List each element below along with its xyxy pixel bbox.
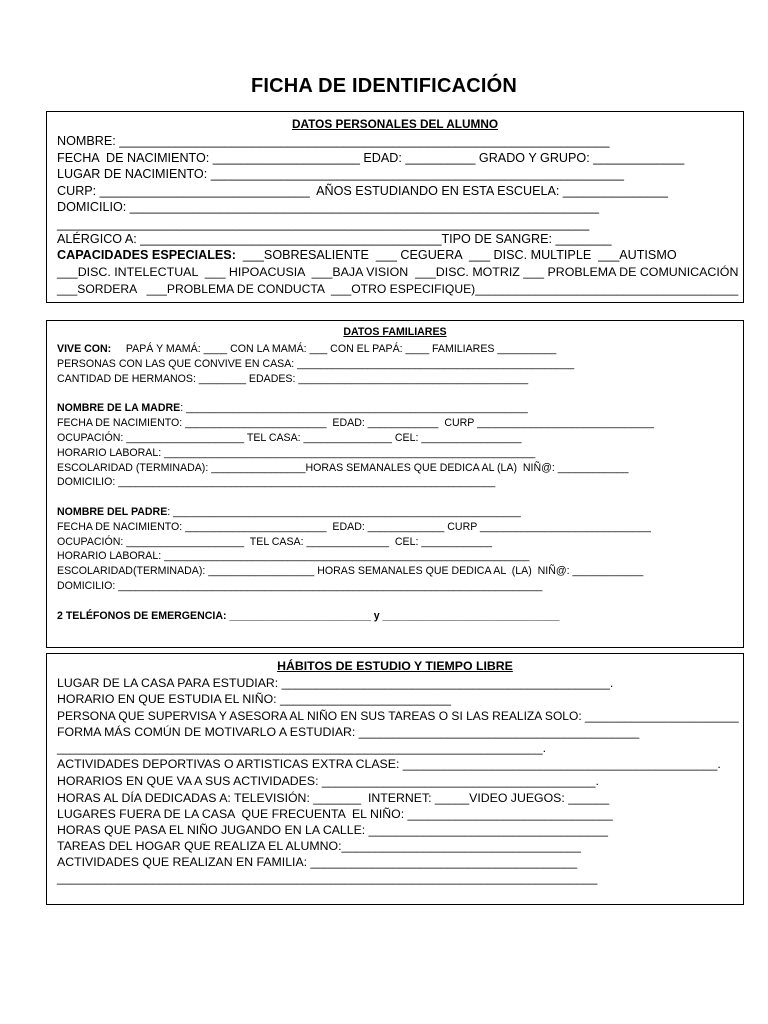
horario-estudia-field[interactable]: HORARIO EN QUE ESTUDIA EL NIÑO: _________________________	[57, 692, 451, 706]
discapacidades-row[interactable]: ___DISC. INTELECTUAL ___ HIPOACUSIA ___BAJA VISION ___DISC. MOTRIZ ___ PROBLEMA DE COMUNICACIÓN	[57, 265, 739, 279]
madre-ocupacion-field[interactable]: OCUPACIÓN: ____________________ TEL CASA: _______________ CEL: _________________	[57, 432, 522, 444]
madre-horario-field[interactable]: HORARIO LABORAL: _______________________________________________________________	[57, 447, 536, 459]
padre-domicilio-field[interactable]: DOMICILIO: ________________________________________________________________________	[57, 580, 543, 592]
padre-fecha-field[interactable]: FECHA DE NACIMIENTO: ________________________ EDAD: _____________ CURP _____________________________	[57, 521, 651, 533]
datos-familiares-heading: DATOS FAMILIARES	[343, 326, 447, 338]
horarios-actividades-field[interactable]: HORARIOS EN QUE VA A SUS ACTIVIDADES: ________________________________________.	[57, 774, 599, 788]
lugares-frecuenta-field[interactable]: LUGARES FUERA DE LA CASA QUE FRECUENTA EL NIÑO: ______________________________	[57, 807, 613, 821]
nombre-madre-field[interactable]: : __________________________________________________________	[180, 402, 528, 414]
nombre-madre-label: NOMBRE DE LA MADRE	[57, 402, 181, 414]
persona-supervisa-field[interactable]: PERSONA QUE SUPERVISA Y ASESORA AL NIÑO EN SUS TAREAS O SI LAS REALIZA SOLO: _______________________	[57, 709, 739, 723]
domicilio-field[interactable]: DOMICILIO: ___________________________________________________________________	[57, 200, 600, 214]
actividades-familia-field[interactable]: ACTIVIDADES QUE REALIZAN EN FAMILIA: _______________________________________	[57, 855, 578, 869]
personas-convive-field[interactable]: PERSONAS CON LAS QUE CONVIVE EN CASA: _______________________________________________	[57, 358, 575, 370]
alergico-field[interactable]: ALÉRGICO A: ___________________________________________TIPO DE SANGRE: ________	[57, 232, 612, 246]
padre-ocupacion-field[interactable]: OCUPACIÓN: ____________________ TEL CASA: ______________ CEL: ____________	[57, 536, 493, 548]
actividades-familia-continuation-field[interactable]: _______________________________________________________________________________	[57, 871, 598, 885]
horas-dia-field[interactable]: HORAS AL DÍA DEDICADAS A: TELEVISIÓN: _______ INTERNET: _____VIDEO JUEGOS: ______	[57, 791, 610, 805]
motivarlo-continuation-field[interactable]: _______________________________________________________________________.	[57, 741, 546, 755]
horas-calle-field[interactable]: HORAS QUE PASA EL NIÑO JUGANDO EN LA CALLE: ___________________________________	[57, 823, 608, 837]
capacidades-especiales-row[interactable]	[57, 247, 677, 263]
nombre-field[interactable]: NOMBRE: ______________________________________________________________________	[57, 134, 610, 148]
vive-con-row[interactable]	[57, 342, 556, 356]
cantidad-hermanos-field[interactable]: CANTIDAD DE HERMANOS: ________ EDADES: _______________________________________	[57, 373, 529, 385]
nombre-padre-row[interactable]	[57, 505, 521, 519]
nombre-madre-row[interactable]	[57, 401, 528, 415]
datos-personales-section	[46, 111, 744, 303]
motivarlo-field[interactable]: FORMA MÁS COMÚN DE MOTIVARLO A ESTUDIAR: _________________________________________	[57, 725, 640, 739]
nombre-padre-label: NOMBRE DEL PADRE	[57, 506, 168, 518]
domicilio-continuation-field[interactable]: ____________________________________________________________________________	[57, 217, 590, 231]
datos-familiares-section	[46, 320, 744, 648]
capacidades-especiales-label: CAPACIDADES ESPECIALES:	[57, 248, 236, 262]
lugar-nacimiento-field[interactable]: LUGAR DE NACIMIENTO: ___________________________________________________________	[57, 167, 624, 181]
vive-con-options[interactable]: PAPÁ Y MAMÁ: ____ CON LA MAMÁ: ___ CON EL PAPÁ: ____ FAMILIARES __________	[111, 343, 557, 355]
tareas-hogar-field[interactable]: TAREAS DEL HOGAR QUE REALIZA EL ALUMNO:___________________________________	[57, 839, 581, 853]
lugar-estudiar-field[interactable]: LUGAR DE LA CASA PARA ESTUDIAR: ________________________________________________.	[57, 676, 614, 690]
curp-field[interactable]: CURP: ______________________________ AÑOS ESTUDIANDO EN ESTA ESCUELA: _______________	[57, 184, 668, 198]
padre-escolaridad-field[interactable]: ESCOLARIDAD(TERMINADA): __________________ HORAS SEMANALES QUE DEDICA AL (LA) NIÑ@: ____________	[57, 565, 644, 577]
capacidades-options[interactable]: ___SOBRESALIENTE ___ CEGUERA ___ DISC. MULTIPLE ___AUTISMO	[235, 248, 677, 262]
madre-domicilio-field[interactable]: DOMICILIO: ________________________________________________________________	[57, 476, 496, 488]
madre-fecha-field[interactable]: FECHA DE NACIMIENTO: ________________________ EDAD: ____________ CURP ______________________________	[57, 417, 654, 429]
telefonos-emergencia-field[interactable]: 2 TELÉFONOS DE EMERGENCIA: ________________________ y ______________________________	[57, 610, 560, 622]
habitos-heading: HÁBITOS DE ESTUDIO Y TIEMPO LIBRE	[277, 659, 513, 673]
madre-escolaridad-field[interactable]: ESCOLARIDAD (TERMINADA): ________________HORAS SEMANALES QUE DEDICA AL (LA) NIÑ@: ____________	[57, 462, 629, 474]
datos-personales-heading: DATOS PERSONALES DEL ALUMNO	[291, 117, 499, 131]
nombre-padre-field[interactable]: : ___________________________________________________________	[167, 506, 521, 518]
padre-horario-field[interactable]: HORARIO LABORAL: ______________________________________________________________	[57, 550, 530, 562]
page-title: FICHA DE IDENTIFICACIÓN	[250, 75, 518, 97]
actividades-deportivas-field[interactable]: ACTIVIDADES DEPORTIVAS O ARTISTICAS EXTRA CLASE: ______________________________________________.	[57, 757, 721, 771]
fecha-nacimiento-field[interactable]: FECHA DE NACIMIENTO: _____________________ EDAD: __________ GRADO Y GRUPO: _____________	[57, 151, 685, 165]
vive-con-label: VIVE CON:	[57, 343, 112, 355]
otros-row[interactable]: ___SORDERA ___PROBLEMA DE CONDUCTA ___OTRO ESPECIFIQUE)_______________________________________	[57, 282, 739, 296]
habitos-estudio-section	[46, 653, 744, 905]
